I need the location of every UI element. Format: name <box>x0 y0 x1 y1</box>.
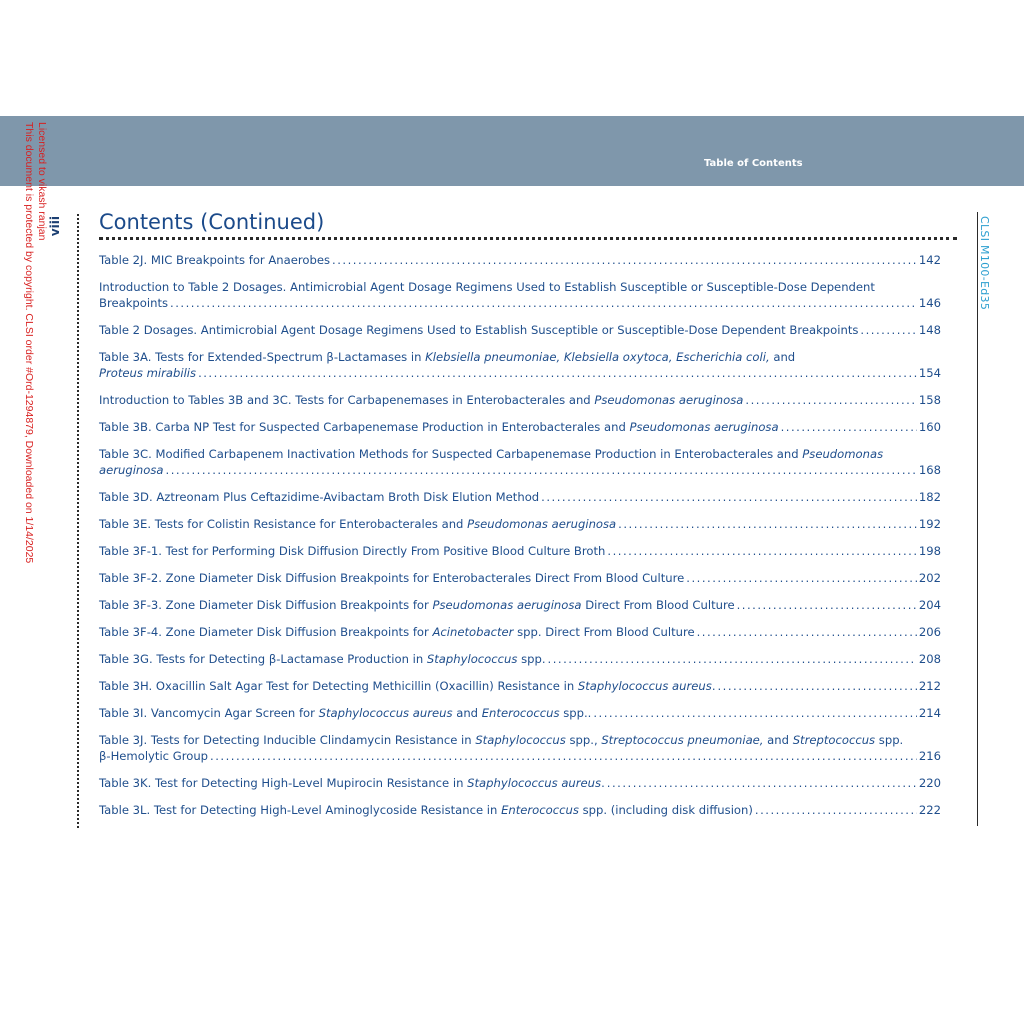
license-line-2: This document is protected by copyright. CLSI order #Ord-1294879, Downloaded on 1/14/2025 <box>23 122 35 564</box>
toc-page-number: 220 <box>918 776 941 790</box>
toc-entry[interactable]: Table 3D. Aztreonam Plus Ceftazidime-Avibactam Broth Disk Elution Method ..... 182 <box>99 489 941 505</box>
toc-page-number: 192 <box>918 517 941 531</box>
toc-page-number: 206 <box>918 625 941 639</box>
toc-entry[interactable]: Table 3J. Tests for Detecting Inducible Clindamycin Resistance in Staphylococcus spp., Streptococcus pneumoniae, and Streptococcus spp. β-Hemolytic Group ..... 216 <box>99 732 941 764</box>
page-number: viii <box>48 216 62 237</box>
toc-page-number: 198 <box>918 544 941 558</box>
header-band <box>0 116 1024 186</box>
toc-page-number: 182 <box>918 490 941 504</box>
toc-entry[interactable]: Table 3H. Oxacillin Salt Agar Test for Detecting Methicillin (Oxacillin) Resistance in Staphylococcus aureus. ..... 212 <box>99 678 941 694</box>
toc-entry[interactable]: Table 3F-4. Zone Diameter Disk Diffusion Breakpoints for Acinetobacter spp. Direct From Blood Culture ..... 206 <box>99 624 941 640</box>
toc-entry[interactable]: Table 3E. Tests for Colistin Resistance for Enterobacterales and Pseudomonas aeruginosa ..... 192 <box>99 516 941 532</box>
toc-entry[interactable]: Table 3F-2. Zone Diameter Disk Diffusion Breakpoints for Enterobacterales Direct From Blood Culture ..... 202 <box>99 570 941 586</box>
toc-entry[interactable]: Table 3C. Modified Carbapenem Inactivation Methods for Suspected Carbapenemase Production in Enterobacterales and Pseudomonas aeruginosa ..... 168 <box>99 446 941 478</box>
toc-entry[interactable]: Table 2 Dosages. Antimicrobial Agent Dosage Regimens Used to Establish Susceptible or Susceptible-Dose Dependent Breakpoints ..... 148 <box>99 322 941 338</box>
toc-page-number: 202 <box>918 571 941 585</box>
document-code: CLSI M100-Ed35 <box>978 216 991 311</box>
left-dotted-rule <box>77 214 79 828</box>
toc-page-number: 160 <box>918 420 941 434</box>
contents-heading: Contents (Continued) <box>99 210 325 234</box>
toc-page-number: 154 <box>918 366 941 380</box>
license-watermark <box>22 122 48 563</box>
toc-page-number: 158 <box>918 393 941 407</box>
toc-entry[interactable]: Table 3K. Test for Detecting High-Level Mupirocin Resistance in Staphylococcus aureus. ..... 220 <box>99 775 941 791</box>
toc-entry[interactable]: Table 3F-1. Test for Performing Disk Diffusion Directly From Positive Blood Culture Broth ..... 198 <box>99 543 941 559</box>
toc-page-number: 214 <box>918 706 941 720</box>
toc-list <box>99 252 941 829</box>
toc-page-number: 208 <box>918 652 941 666</box>
header-title: Table of Contents <box>704 158 803 169</box>
toc-entry[interactable]: Introduction to Tables 3B and 3C. Tests for Carbapenemases in Enterobacterales and Pseudomonas aeruginosa ..... 158 <box>99 392 941 408</box>
toc-page-number: 216 <box>918 749 941 763</box>
toc-entry[interactable]: Table 3L. Test for Detecting High-Level Aminoglycoside Resistance in Enterococcus spp. (including disk diffusion) ..... 222 <box>99 802 941 818</box>
toc-entry[interactable]: Table 3A. Tests for Extended-Spectrum β-Lactamases in Klebsiella pneumoniae, Klebsiella oxytoca, Escherichia coli, and Proteus mirabilis ..... 154 <box>99 349 941 381</box>
toc-page-number: 204 <box>918 598 941 612</box>
toc-page-number: 148 <box>918 323 941 337</box>
toc-entry[interactable]: Table 2J. MIC Breakpoints for Anaerobes ..... 142 <box>99 252 941 268</box>
toc-page-number: 212 <box>918 679 941 693</box>
license-line-1: Licensed to vikash ranjan <box>36 122 48 241</box>
toc-entry[interactable]: Introduction to Table 2 Dosages. Antimicrobial Agent Dosage Regimens Used to Establish Susceptible or Susceptible-Dose Dependent Breakpoints ..... 146 <box>99 279 941 311</box>
toc-page-number: 142 <box>918 253 941 267</box>
toc-entry[interactable]: Table 3B. Carba NP Test for Suspected Carbapenemase Production in Enterobacterales and Pseudomonas aeruginosa ..... 160 <box>99 419 941 435</box>
toc-entry[interactable]: Table 3F-3. Zone Diameter Disk Diffusion Breakpoints for Pseudomonas aeruginosa Direct From Blood Culture ..... 204 <box>99 597 941 613</box>
heading-dotted-rule <box>99 237 957 240</box>
toc-page-number: 168 <box>918 463 941 477</box>
toc-page-number: 222 <box>918 803 941 817</box>
toc-entry[interactable]: Table 3G. Tests for Detecting β-Lactamase Production in Staphylococcus spp. ..... 208 <box>99 651 941 667</box>
toc-entry[interactable]: Table 3I. Vancomycin Agar Screen for Staphylococcus aureus and Enterococcus spp.. ..... 214 <box>99 705 941 721</box>
toc-page-number: 146 <box>918 296 941 310</box>
